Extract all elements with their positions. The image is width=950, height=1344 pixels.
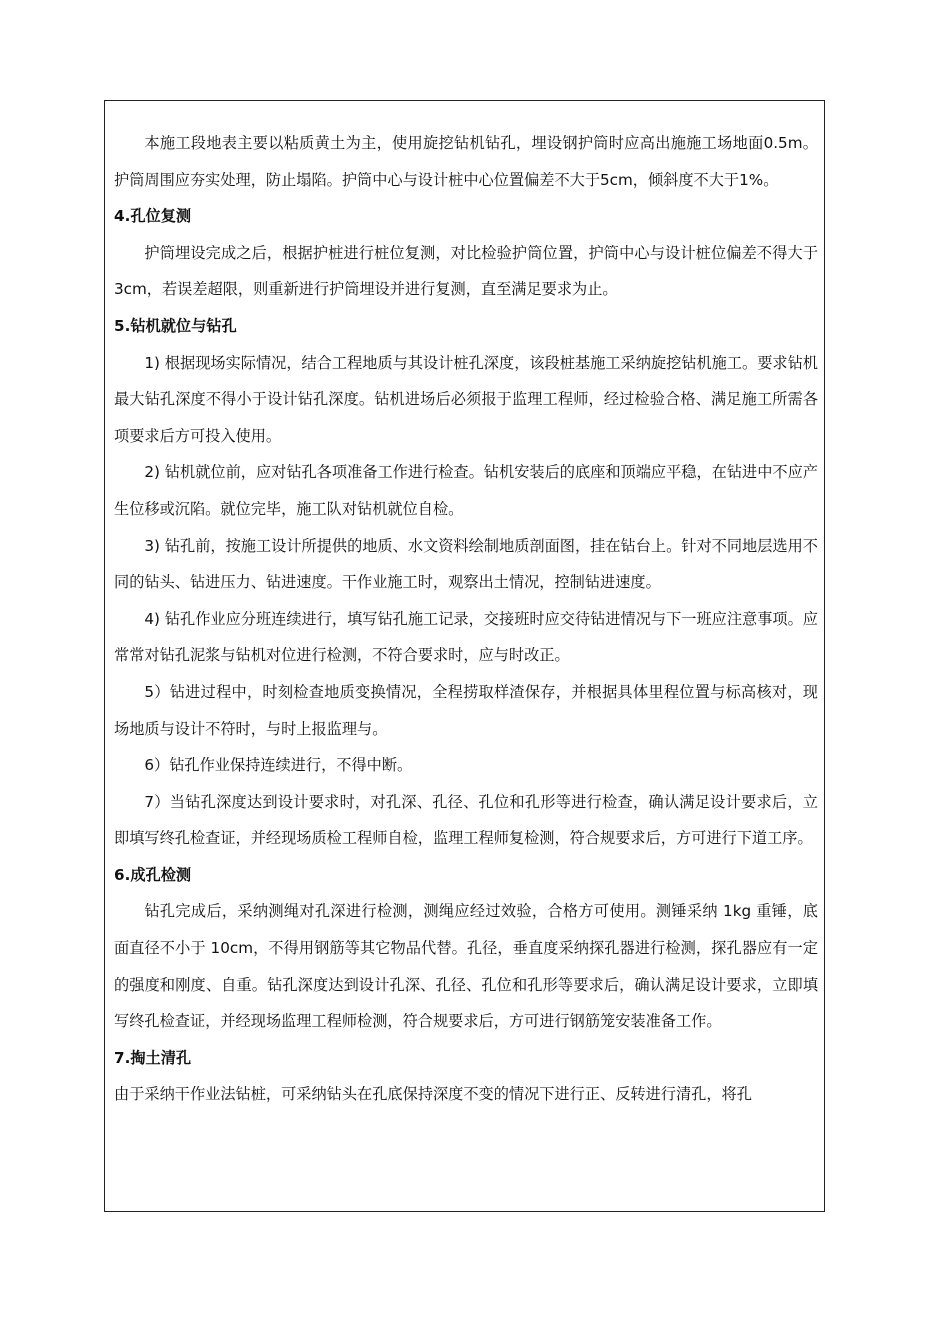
paragraph-hole-position-recheck: 护筒埋设完成之后，根据护桩进行桩位复测，对比检验护筒位置，护筒中心与设计桩位偏差不得大于3cm，若误差超限，则重新进行护筒埋设并进行复测，直至满足要求为止。 (114, 243, 818, 299)
paragraph-hole-inspection: 钻孔完成后，采纳测绳对孔深进行检测，测绳应经过效验，合格方可使用。测锤采纳 1kg 重锤，底面直径不小于 10cm，不得用钢筋等其它物品代替。孔径，垂直度采纳探孔器进行检测，探孔器应有一定的强度和刚度、自重。钻孔深度达到设计孔深、孔径、孔位和孔形等要求后，确认满足设计要求，立即填写终孔检查证，并经现场监理工程师检测，符合规要求后，方可进行钢筋笼安装准备工作。 (114, 902, 818, 1031)
section-heading-7: 7.掏土清孔 (114, 1048, 192, 1067)
section-heading-5: 5.钻机就位与钻孔 (114, 316, 237, 335)
paragraph-drilling-step-4: 4) 钻孔作业应分班连续进行，填写钻孔施工记录，交接班时应交待钻进情况与下一班应注意事项。应常常对钻孔泥浆与钻机对位进行检测，不符合要求时，应与时改正。 (114, 609, 818, 665)
paragraph-drilling-step-6: 6）钻孔作业保持连续进行，不得中断。 (144, 756, 413, 775)
paragraph-casing-installation: 本施工段地表主要以粘质黄土为主，使用旋挖钻机钻孔，埋设钢护筒时应高出施施工场地面0.5m。护筒周围应夯实处理，防止塌陷。护筒中心与设计桩中心位置偏差不大于5cm，倾斜度不大于1%。 (114, 134, 818, 189)
section-heading-6: 6.成孔检测 (114, 865, 192, 884)
paragraph-drilling-step-1: 1) 根据现场实际情况，结合工程地质与其设计桩孔深度，该段桩基施工采纳旋挖钻机施工。要求钻机最大钻孔深度不得小于设计钻孔深度。钻机进场后必须报于监理工程师，经过检验合格、满足施工所需各项要求后方可投入使用。 (114, 353, 818, 445)
paragraph-drilling-step-7: 7）当钻孔深度达到设计要求时，对孔深、孔径、孔位和孔形等进行检查，确认满足设计要求后，立即填写终孔检查证，并经现场质检工程师自检，监理工程师复检测，符合规要求后，方可进行下道工序。 (114, 792, 818, 848)
paragraph-drilling-step-3: 3) 钻孔前，按施工设计所提供的地质、水文资料绘制地质剖面图，挂在钻台上。针对不同地层选用不同的钻头、钻进压力、钻进速度。干作业施工时，观察出土情况，控制钻进速度。 (114, 536, 818, 592)
section-heading-4: 4.孔位复测 (114, 207, 192, 226)
document-table-cell (104, 100, 825, 1212)
paragraph-drilling-step-5: 5）钻进过程中，时刻检查地质变换情况，全程捞取样渣保存，并根据具体里程位置与标高核对，现场地质与设计不符时，与时上报监理与。 (114, 682, 818, 738)
paragraph-drilling-step-2: 2) 钻机就位前，应对钻孔各项准备工作进行检查。钻机安装后的底座和顶端应平稳，在钻进中不应产生位移或沉陷。就位完毕，施工队对钻机就位自检。 (114, 463, 818, 518)
document-body (114, 125, 818, 1113)
paragraph-hole-cleaning: 由于采纳干作业法钻桩，可采纳钻头在孔底保持深度不变的情况下进行正、反转进行清孔，将孔 (114, 1085, 752, 1104)
